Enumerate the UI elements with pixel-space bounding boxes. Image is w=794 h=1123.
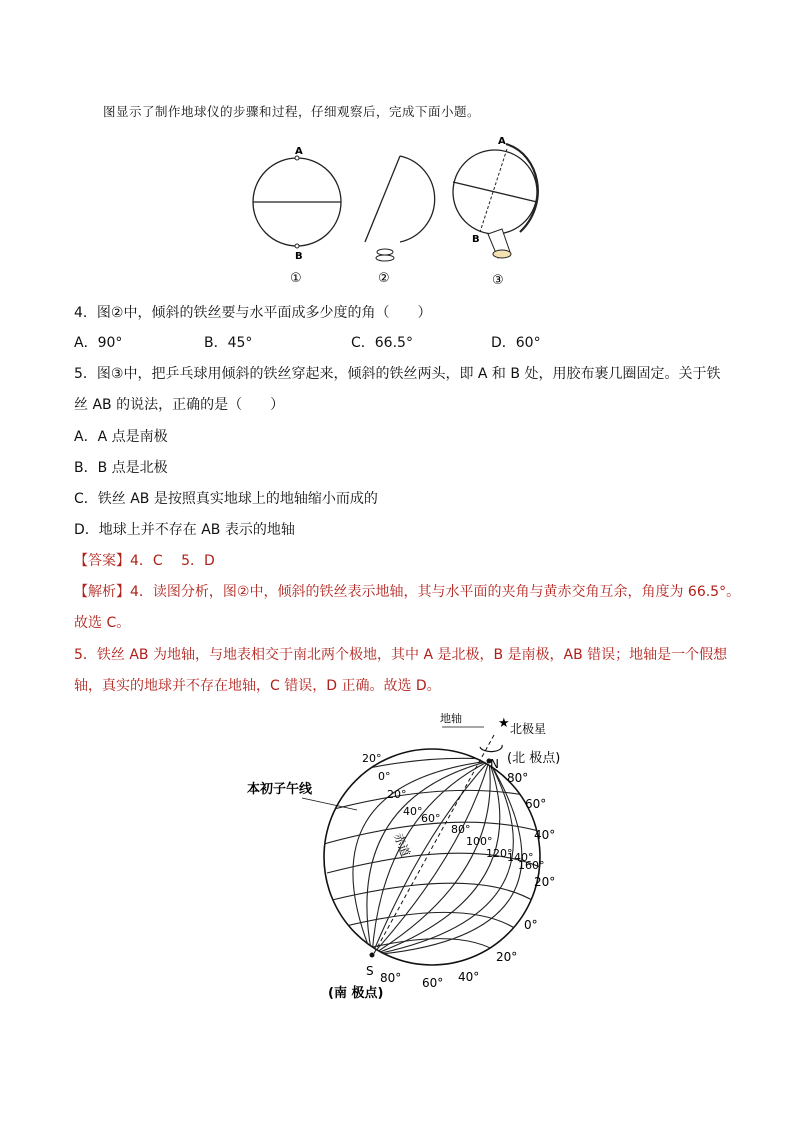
step-number-1: ① <box>290 271 302 286</box>
step1-diagram <box>253 146 341 286</box>
polaris-icon: ★ <box>498 716 510 731</box>
svg-text:80°: 80° <box>451 823 471 836</box>
svg-text:40°: 40° <box>458 970 480 984</box>
analysis-tag: 【解析】 <box>74 584 130 600</box>
analysis-line2: 故选 C。 <box>74 615 131 631</box>
question-4-stem: 4．图②中，倾斜的铁丝要与水平面成多少度的角（ ） <box>74 305 432 321</box>
svg-text:100°: 100° <box>466 835 493 848</box>
polaris-label: 北极星 <box>510 722 547 736</box>
svg-text:20°: 20° <box>534 875 556 889</box>
label-b1: B <box>295 251 303 262</box>
answer-tag: 【答案】 <box>74 553 130 569</box>
south-letter: S <box>366 964 374 978</box>
q5-option-a: A．A 点是南极 <box>74 429 168 445</box>
svg-text:140°: 140° <box>507 851 534 864</box>
analysis-line3: 5．铁丝 AB 为地轴，与地表相交于南北两个极地，其中 A 是北极，B 是南极，AB 错误；地轴是一个假想 <box>74 647 728 663</box>
analysis-text-1: 4．读图分析，图②中，倾斜的铁丝表示地轴，其与水平面的夹角与黄赤交角互余，角度为 66.5°。 <box>130 584 741 600</box>
svg-text:0°: 0° <box>378 770 391 783</box>
svg-text:20°: 20° <box>387 788 407 801</box>
svg-text:20°: 20° <box>362 752 382 765</box>
globe-making-figure <box>240 134 560 290</box>
step3-diagram <box>453 136 538 288</box>
question-5-stem-line2: 丝 AB 的说法，正确的是（ ） <box>74 397 285 413</box>
answer-text: 4．C 5．D <box>130 553 215 569</box>
answer-line <box>74 550 215 570</box>
step-number-2: ② <box>378 271 390 286</box>
globe-grid-figure <box>232 705 582 1005</box>
svg-text:20°: 20° <box>496 950 518 964</box>
q4-option-b: B．45° <box>204 335 253 351</box>
step2-diagram <box>365 156 435 286</box>
svg-text:80°: 80° <box>380 971 402 985</box>
label-b3: B <box>472 234 480 245</box>
axis-label: 地轴 <box>440 712 462 725</box>
q4-option-d: D．60° <box>491 335 541 351</box>
question-4-options <box>74 332 714 352</box>
svg-text:40°: 40° <box>403 805 423 818</box>
north-letter: N <box>490 757 499 771</box>
analysis-line1 <box>74 581 740 601</box>
svg-text:60°: 60° <box>525 797 547 811</box>
svg-text:80°: 80° <box>507 771 529 785</box>
label-a1: A <box>295 146 303 157</box>
intro-text: 图显示了制作地球仪的步骤和过程，仔细观察后，完成下面小题。 <box>103 104 481 119</box>
svg-text:0°: 0° <box>524 918 538 932</box>
analysis-line4: 轴，真实的地球并不存在地轴，C 错误，D 正确。故选 D。 <box>74 678 441 694</box>
prime-meridian-label: 本初子午线 <box>247 782 313 797</box>
question-5-stem-line1: 5．图③中，把乒乓球用倾斜的铁丝穿起来，倾斜的铁丝两头，即 A 和 B 处，用胶布裹几圈固定。关于铁 <box>74 366 721 382</box>
svg-text:160°: 160° <box>518 859 545 872</box>
q5-option-d: D．地球上并不存在 AB 表示的地轴 <box>74 522 295 538</box>
north-pole-label: (北 极点) <box>507 751 561 766</box>
q5-option-b: B．B 点是北极 <box>74 460 168 476</box>
q4-option-c: C．66.5° <box>351 335 413 351</box>
svg-text:120°: 120° <box>486 847 513 860</box>
south-pole-label: (南 极点) <box>328 986 384 1001</box>
q5-option-c: C．铁丝 AB 是按照真实地球上的地轴缩小而成的 <box>74 491 378 507</box>
q4-option-a: A．90° <box>74 335 123 351</box>
step-number-3: ③ <box>492 273 504 288</box>
svg-text:60°: 60° <box>422 976 444 990</box>
label-a3: A <box>498 136 506 147</box>
svg-text:60°: 60° <box>421 812 441 825</box>
equator-label: 赤道 <box>391 831 413 859</box>
svg-text:40°: 40° <box>534 828 556 842</box>
